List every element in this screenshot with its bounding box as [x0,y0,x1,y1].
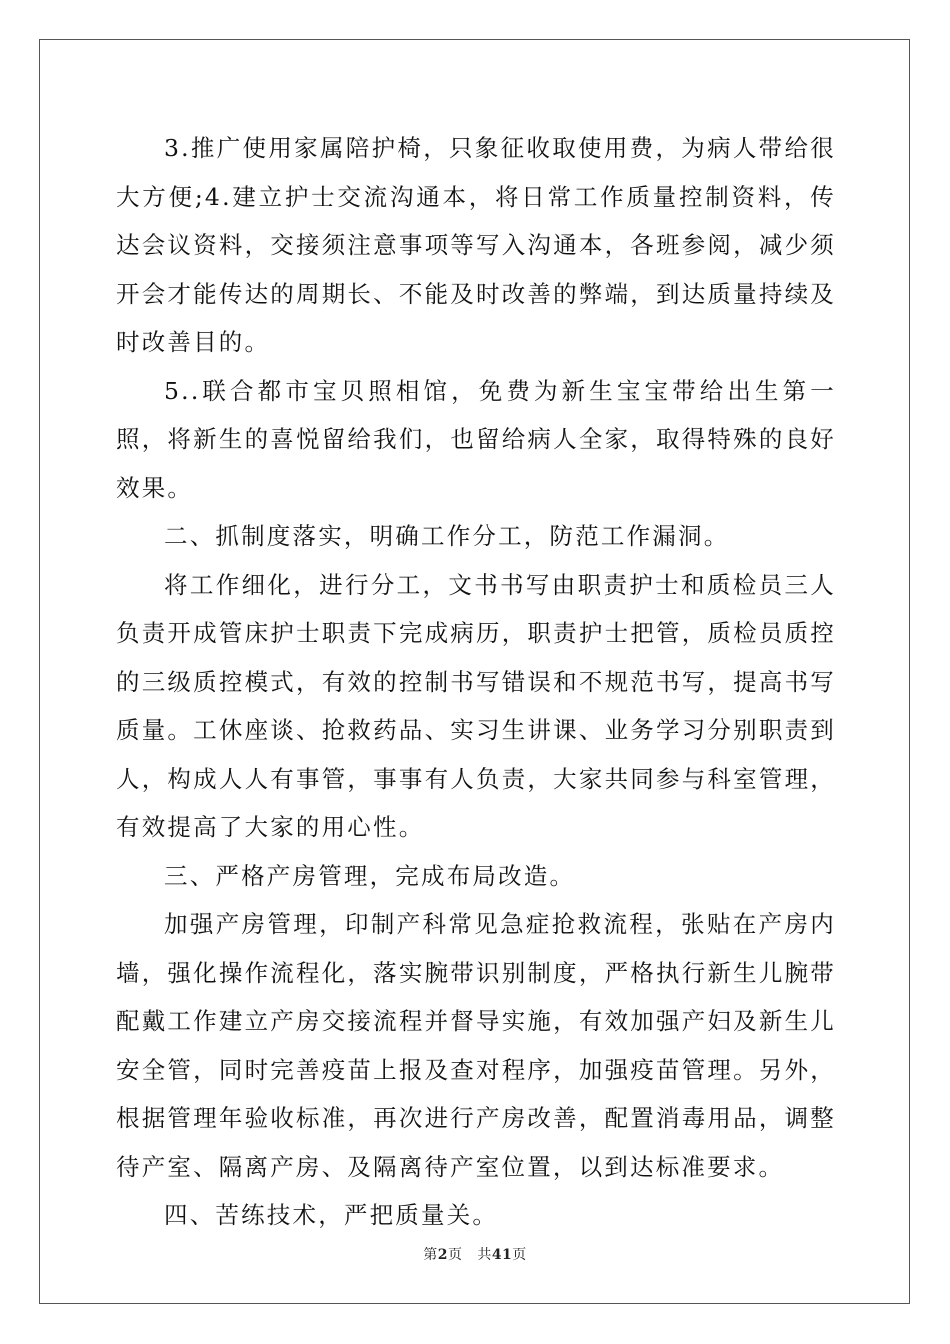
footer-page-suffix: 页 [447,1247,463,1263]
paragraph-2: 5..联合都市宝贝照相馆，免费为新生宝宝带给出生第一照，将新生的喜悦留给我们，也留给病人全家，取得特殊的良好效果。 [116,376,836,502]
page-footer [0,1244,950,1264]
section-heading-2: 二、抓制度落实，明确工作分工，防范工作漏洞。 [164,522,730,550]
paragraph-3: 将工作细化，进行分工，文书书写由职责护士和质检员三人负责开成管床护士职责下完成病历，职责护士把管，质检员质控的三级质控模式，有效的控制书写错误和不规范书写，提高书写质量。工休座谈、抢救药品、实习生讲课、业务学习分别职责到人，构成人人有事管，事事有人负责，大家共同参与科室管理，有效提高了大家的用心性。 [116,570,836,841]
footer-page-prefix: 第 [423,1247,438,1263]
footer-total-pages: 41 [491,1247,513,1263]
paragraph-4: 加强产房管理，印制产科常见急症抢救流程，张贴在产房内墙，强化操作流程化，落实腕带识别制度，严格执行新生儿腕带配戴工作建立产房交接流程并督导实施，有效加强产妇及新生儿安全管，同时完善疫苗上报及查对程序，加强疫苗管理。另外，根据管理年验收标准，再次进行产房改善，配置消毒用品，调整待产室、隔离产房、及隔离待产室位置，以到达标准要求。 [116,910,836,1181]
footer-total-suffix: 页 [512,1247,527,1263]
section-heading-4: 四、苦练技术，严把质量关。 [164,1201,499,1229]
footer-total-prefix: 共 [477,1247,492,1263]
section-heading-3: 三、严格产房管理，完成布局改造。 [164,861,576,890]
footer-page-number: 2 [437,1247,448,1263]
paragraph-1: 3.推广使用家属陪护椅，只象征收取使用费，为病人带给很大方便;4.建立护士交流沟通本，将日常工作质量控制资料，传达会议资料，交接须注意事项等写入沟通本，各班参阅，减少须开会才能传达的周期长、不能及时改善的弊端，到达质量持续及时改善目的。 [116,134,836,356]
document-body [116,124,836,1240]
